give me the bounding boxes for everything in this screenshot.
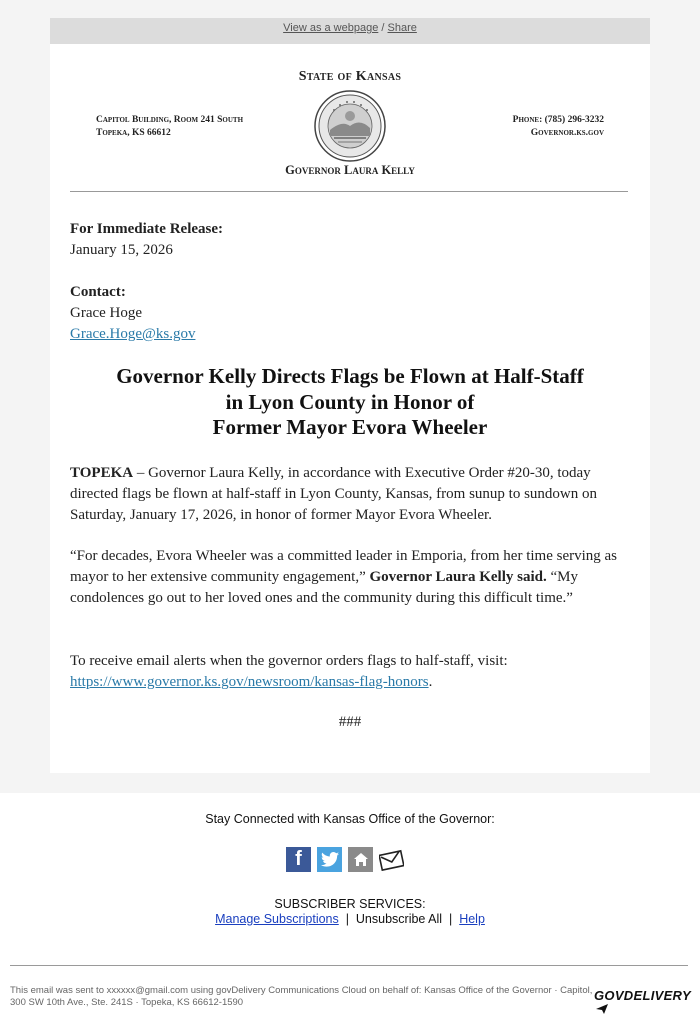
- paper-plane-icon: [595, 1003, 609, 1015]
- email-icon[interactable]: [379, 847, 404, 872]
- letterhead-state: State of Kansas: [298, 69, 402, 84]
- view-as-webpage-link[interactable]: View as a webpage: [283, 22, 379, 34]
- headline-line-1: Governor Kelly Directs Flags be Flown at Half-Staff: [116, 364, 584, 388]
- quote-part-2: “My condolences go out to her loved ones and the community during this difficult time.”: [70, 569, 578, 606]
- letterhead-contact: [513, 114, 604, 140]
- home-icon[interactable]: [348, 847, 373, 872]
- top-bar: [50, 18, 650, 44]
- contact-email-link[interactable]: Grace.Hoge@ks.gov: [70, 326, 196, 342]
- manage-subscriptions-link[interactable]: Manage Subscriptions: [215, 912, 339, 926]
- paragraph-1: [70, 463, 630, 526]
- footer-separator-1: |: [338, 912, 356, 926]
- paragraph-1-text: – Governor Laura Kelly, in accordance with Executive Order #20-30, today directed flags be flown at half-staff in Lyon County, Kansas, from sunup to sundown on Saturday, January 17, 2026, in honor of former Mayor Evora Wheeler.: [70, 465, 597, 523]
- dateline: TOPEKA: [70, 465, 134, 481]
- paragraph-2: [70, 546, 630, 609]
- unsubscribe-all[interactable]: Unsubscribe All: [355, 912, 443, 926]
- share-link[interactable]: Share: [387, 22, 417, 34]
- headline: [68, 364, 632, 441]
- govdelivery-logo-text: GOVDELIVERY: [594, 988, 691, 1003]
- email-card: [50, 44, 650, 773]
- subscriber-services-label: SUBSCRIBER SERVICES:: [274, 897, 426, 911]
- release-date: January 15, 2026: [70, 242, 173, 258]
- paragraph-3-period: .: [428, 674, 433, 690]
- subscriber-links: [0, 912, 700, 926]
- fine-print: This email was sent to xxxxxx@gmail.com using govDelivery Communications Cloud on behalf of: Kansas Office of the Governor · Capitol, 300 SW 10th Ave., Ste. 241S · Topeka, KS 66612-1590: [10, 985, 593, 1008]
- release-label: For Immediate Release:: [70, 221, 224, 237]
- help-link[interactable]: Help: [459, 912, 485, 926]
- letterhead-governor: Governor Laura Kelly: [285, 163, 415, 177]
- contact-label: Contact:: [70, 284, 126, 300]
- facebook-icon[interactable]: f: [286, 847, 311, 872]
- twitter-icon[interactable]: [317, 847, 342, 872]
- release-block: [70, 219, 630, 261]
- letterhead-address: [96, 114, 243, 140]
- govdelivery-logo[interactable]: [594, 988, 700, 1018]
- topbar-separator: /: [378, 22, 388, 34]
- end-mark: ###: [338, 714, 362, 730]
- social-icons: [286, 847, 404, 872]
- stay-connected-text: Stay Connected with Kansas Office of the Governor:: [205, 812, 495, 826]
- letterhead-divider: [70, 191, 628, 192]
- address-line-2: Topeka, KS 66612: [96, 128, 171, 138]
- footer-separator-2: |: [442, 912, 460, 926]
- quote-part-1: “For decades, Evora Wheeler was a committed leader in Emporia, from her time serving as mayor to her extensive community engagement,”: [70, 548, 618, 585]
- footer-divider: [10, 965, 688, 966]
- address-line-1: Capitol Building, Room 241 South: [96, 115, 244, 125]
- headline-line-3: Former Mayor Evora Wheeler: [212, 415, 488, 439]
- kansas-seal-icon: [314, 90, 386, 162]
- headline-line-2: in Lyon County in Honor of: [225, 389, 475, 414]
- letterhead-phone: Phone: (785) 296-3232: [512, 115, 604, 125]
- quote-attribution: Governor Laura Kelly said.: [369, 569, 547, 585]
- letterhead-website: Governor.ks.gov: [530, 128, 604, 138]
- paragraph-3: [70, 651, 630, 693]
- contact-block: [70, 282, 630, 345]
- paragraph-3-text: To receive email alerts when the governor orders flags to half-staff, visit:: [70, 653, 508, 669]
- flag-honors-link[interactable]: https://www.governor.ks.gov/newsroom/kansas-flag-honors: [70, 674, 429, 690]
- contact-name: Grace Hoge: [70, 305, 143, 321]
